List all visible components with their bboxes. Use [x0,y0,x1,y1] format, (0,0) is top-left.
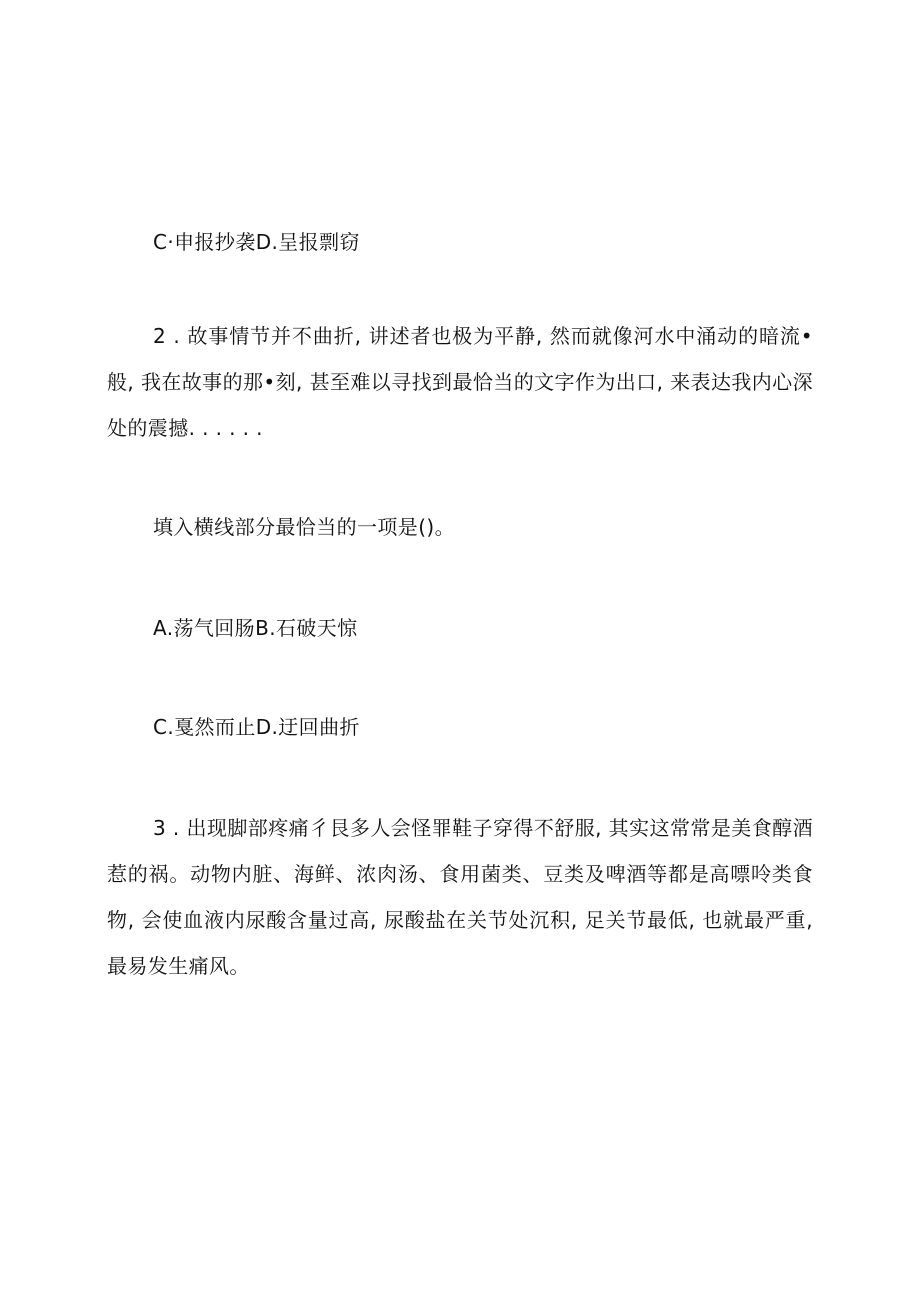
question-2-options-cd: C.戛然而止D.迂回曲折 [153,715,360,739]
question-2-options-ab: A.荡气回肠B.石破天惊 [153,616,358,640]
question-2-text: 2 . 故事情节并不曲折, 讲述者也极为平静, 然而就像河水中涌动的暗流•般, 我在故事的那•刻, 甚至难以寻找到最恰当的文字作为出口, 来表达我内心深处的震撼. . . . . . [107,324,813,440]
question-2-prompt: 填入横线部分最恰当的一项是()。 [153,515,456,539]
q1-options-cd: C·申报抄袭D.呈报剽窃 [153,230,360,254]
question-3-text: 3 . 出现脚部疼痛彳艮多人会怪罪鞋子穿得不舒服, 其实这常常是美食醇酒惹的祸。动物内脏、海鲜、浓肉汤、食用菌类、豆类及啤酒等都是高嘌呤类食物, 会使血液内尿酸含量过高, 尿酸盐在关节处沉积, 足关节最低, 也就最严重, 最易发生痛风。 [107,816,813,978]
